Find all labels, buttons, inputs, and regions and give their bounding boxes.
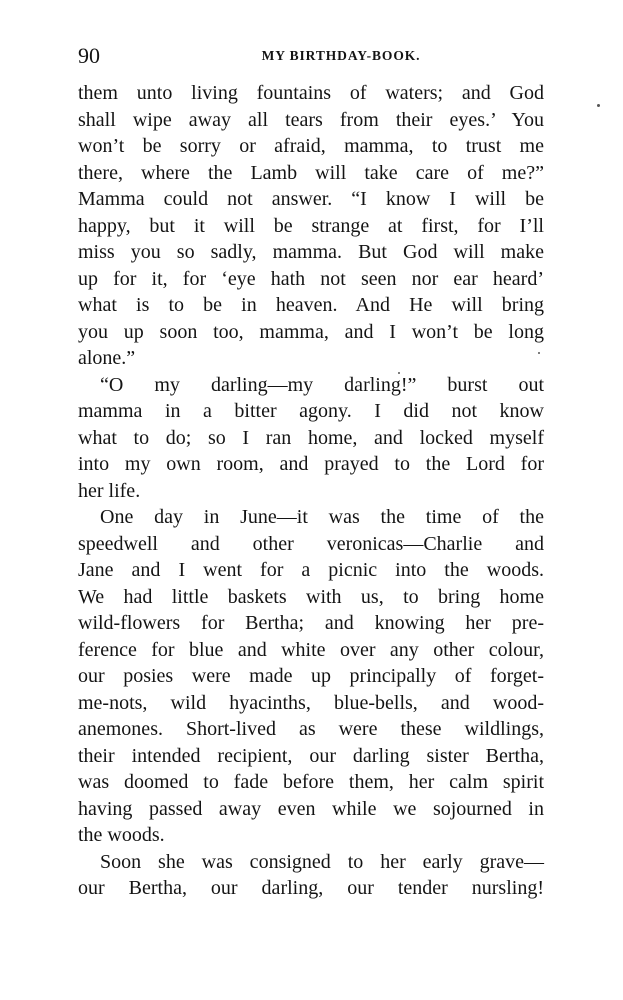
text-line: them unto living fountains of waters; and God: [78, 82, 544, 104]
text-line: our posies were made up principally of forget-: [78, 665, 544, 687]
text-line: wild-flowers for Bertha; and knowing her pre-: [78, 612, 544, 634]
text-line: alone.”: [78, 347, 136, 369]
scan-speck: [597, 104, 600, 107]
text-line: me-nots, wild hyacinths, blue-bells, and wood-: [78, 691, 544, 714]
scan-speck: [398, 372, 400, 374]
text-line: what to do; so I ran home, and locked myself: [78, 426, 544, 449]
text-line: won’t be sorry or afraid, mamma, to trust me: [78, 135, 544, 157]
text-line: ference for blue and white over any other colour,: [78, 638, 544, 661]
text-line: up for it, for ‘eye hath not seen nor ear heard’: [78, 267, 544, 290]
text-line: anemones. Short-lived as were these wildlings,: [78, 718, 544, 740]
text-line: Soon she was consigned to her early grave—: [100, 850, 544, 873]
text-line: speedwell and other veronicas—Charlie and: [78, 532, 544, 555]
page-number: 90: [78, 43, 100, 68]
text-line: One day in June—it was the time of the: [100, 506, 544, 528]
text-line: miss you so sadly, mamma. But God will make: [78, 241, 544, 263]
scan-speck: [538, 352, 540, 354]
text-line: “O my darling—my darling!” burst out: [100, 373, 544, 396]
body-text: [78, 80, 544, 902]
text-line: mamma in a bitter agony. I did not know: [78, 400, 544, 422]
text-line: having passed away even while we sojourned in: [78, 797, 544, 820]
text-line: our Bertha, our darling, our tender nursling!: [78, 877, 544, 899]
text-line: We had little baskets with us, to bring home: [78, 585, 544, 608]
text-line: the woods.: [78, 824, 165, 846]
text-line: happy, but it will be strange at first, for I’ll: [78, 214, 544, 237]
page-header: [78, 42, 544, 70]
text-line: their intended recipient, our darling sister Bertha,: [78, 744, 544, 767]
text-line: was doomed to fade before them, her calm spirit: [78, 771, 544, 793]
text-line: shall wipe away all tears from their eyes.’ You: [78, 108, 544, 131]
text-line: Jane and I went for a picnic into the woods.: [78, 559, 544, 581]
text-line: there, where the Lamb will take care of me?”: [78, 161, 544, 184]
running-title: MY BIRTHDAY-BOOK.: [261, 48, 421, 63]
text-line: what is to be in heaven. And He will bring: [78, 294, 544, 316]
text-line: Mamma could not answer. “I know I will be: [78, 188, 544, 210]
text-line: her life.: [78, 479, 141, 502]
text-line: into my own room, and prayed to the Lord for: [78, 453, 544, 475]
text-line: you up soon too, mamma, and I won’t be long: [78, 320, 544, 343]
